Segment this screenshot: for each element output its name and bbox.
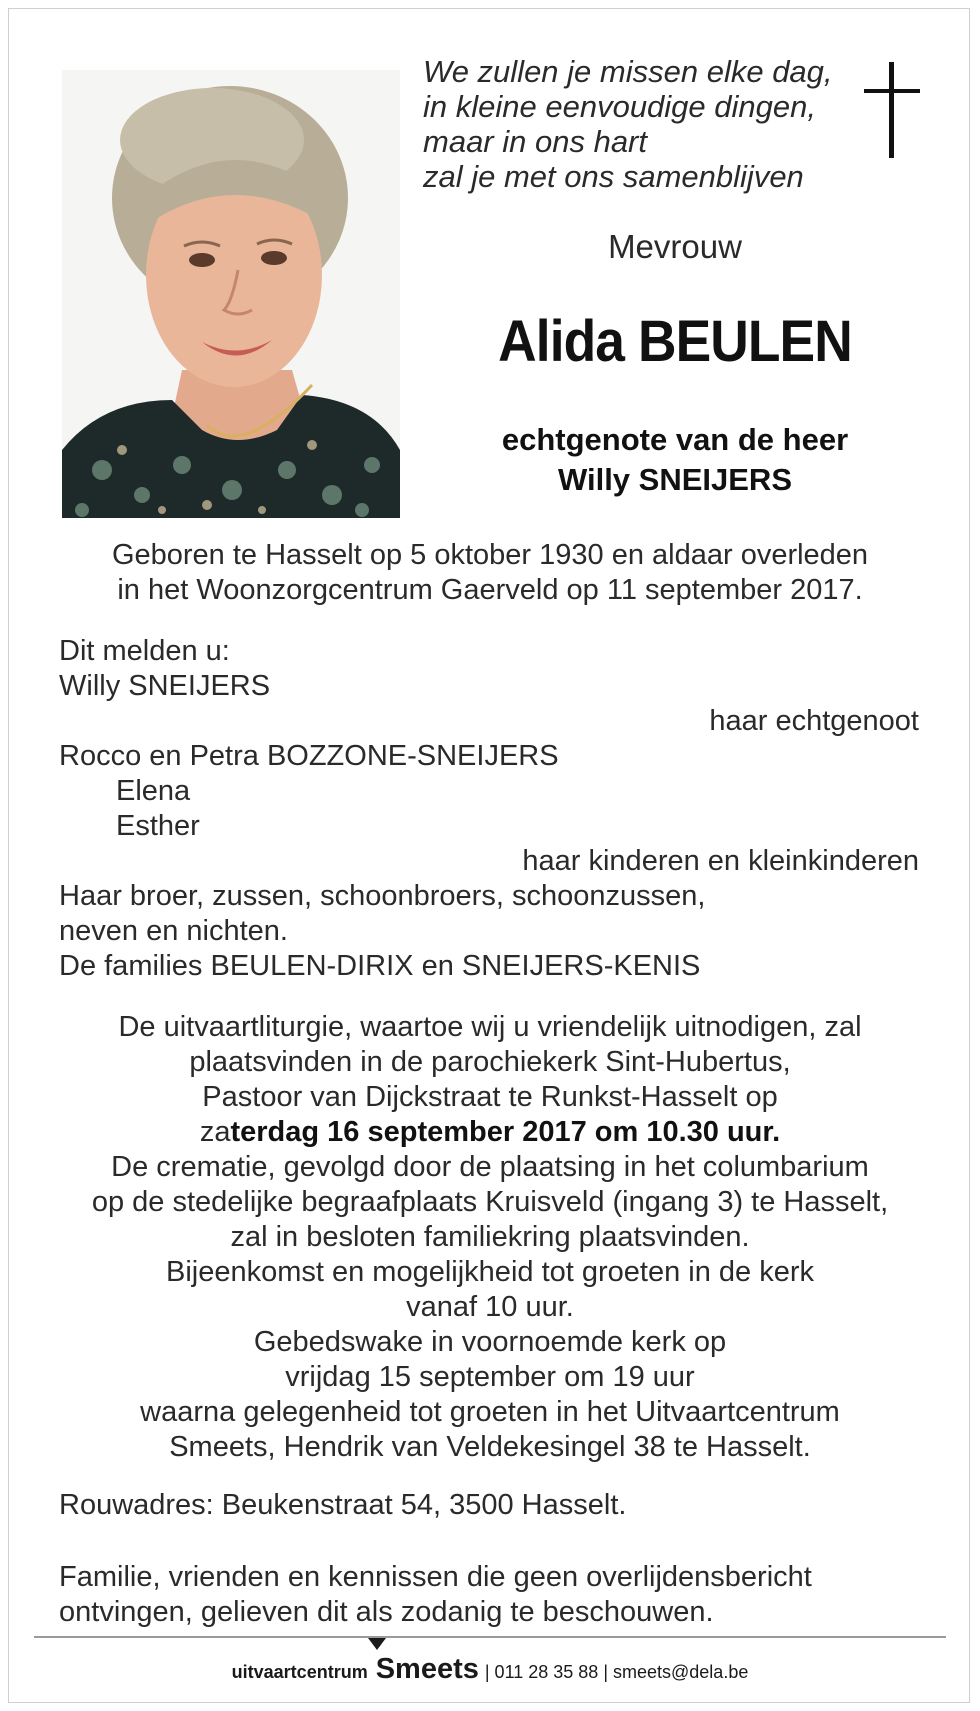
spouse-relation: echtgenote van de heer [501, 422, 849, 457]
service-line: Bijeenkomst en mogelijkheid tot groeten in de kerk [165, 1256, 815, 1288]
service-date-bold: terdag 16 september 2017 om 10.30 uur. [230, 1116, 781, 1148]
service-line: De uitvaartliturgie, waartoe wij u vriendelijk uitnodigen, zal [118, 1011, 862, 1043]
husband-role: haar echtgenoot [709, 705, 919, 737]
memorial-poem [423, 54, 833, 194]
closing-line: Familie, vrienden en kennissen die geen overlijdensbericht [59, 1561, 812, 1593]
service-line: De crematie, gevolgd door de plaatsing in het columbarium [111, 1151, 869, 1183]
family-intro: Dit melden u: [59, 635, 230, 667]
footer-arrow-icon [368, 1638, 386, 1650]
service-line: plaatsvinden in de parochiekerk Sint-Hubertus, [189, 1046, 791, 1078]
service-line: Gebedswake in voornoemde kerk op [253, 1326, 727, 1358]
grandchild-name: Esther [116, 810, 200, 842]
birth-line: Geboren te Hasselt op 5 oktober 1930 en aldaar overleden [111, 539, 869, 571]
funeral-home-footer [0, 1653, 980, 1686]
service-info [30, 1010, 950, 1465]
spouse-block [440, 420, 910, 500]
footer-divider [34, 1636, 946, 1638]
service-line: waarna gelegenheid tot groeten in het Uitvaartcentrum [140, 1396, 840, 1428]
footer-contact: | 011 28 35 88 | smeets@dela.be [484, 1662, 749, 1682]
relatives-line: Haar broer, zussen, schoonbroers, schoonzussen, [59, 880, 706, 912]
service-line: vanaf 10 uur. [406, 1291, 574, 1323]
children-role: haar kinderen en kleinkinderen [522, 845, 919, 877]
spouse-name: Willy SNEIJERS [557, 462, 792, 497]
deceased-name: Alida BEULEN [498, 309, 852, 374]
footer-brand-small: uitvaartcentrum [231, 1662, 368, 1682]
closing-note [59, 1560, 812, 1630]
poem-line: maar in ons hart [423, 124, 647, 159]
poem-line: We zullen je missen elke dag, [423, 54, 833, 89]
footer-brand-name: Smeets [375, 1653, 479, 1685]
poem-line: in kleine eenvoudige dingen, [423, 89, 816, 124]
poem-line: zal je met ons samenblijven [423, 159, 804, 194]
family-announcement [59, 634, 919, 984]
honorific: Mevrouw [608, 228, 742, 265]
service-line: Smeets, Hendrik van Veldekesingel 38 te Hasselt. [169, 1431, 811, 1463]
service-date [30, 1115, 950, 1150]
portrait-photo [62, 70, 400, 518]
service-line: vrijdag 15 september om 19 uur [285, 1361, 695, 1393]
cross-icon [864, 62, 920, 158]
husband-name: Willy SNEIJERS [59, 670, 271, 702]
grandchild-name: Elena [116, 775, 191, 807]
service-line: zal in besloten familiekring plaatsvinden. [230, 1221, 750, 1253]
death-line: in het Woonzorgcentrum Gaerveld op 11 september 2017. [117, 574, 863, 606]
children-names: Rocco en Petra BOZZONE-SNEIJERS [59, 740, 559, 772]
service-date-prefix: za [199, 1116, 231, 1148]
relatives-line: neven en nichten. [59, 915, 288, 947]
mourning-address: Rouwadres: Beukenstraat 54, 3500 Hasselt. [59, 1489, 627, 1521]
birth-death-info [40, 538, 940, 608]
relatives-line: De families BEULEN-DIRIX en SNEIJERS-KENIS [59, 950, 701, 982]
portrait-illustration [62, 70, 400, 518]
closing-line: ontvingen, gelieven dit als zodanig te beschouwen. [59, 1596, 714, 1628]
service-line: op de stedelijke begraafplaats Kruisveld (ingang 3) te Hasselt, [91, 1186, 889, 1218]
service-line: Pastoor van Dijckstraat te Runkst-Hasselt op [202, 1081, 778, 1113]
